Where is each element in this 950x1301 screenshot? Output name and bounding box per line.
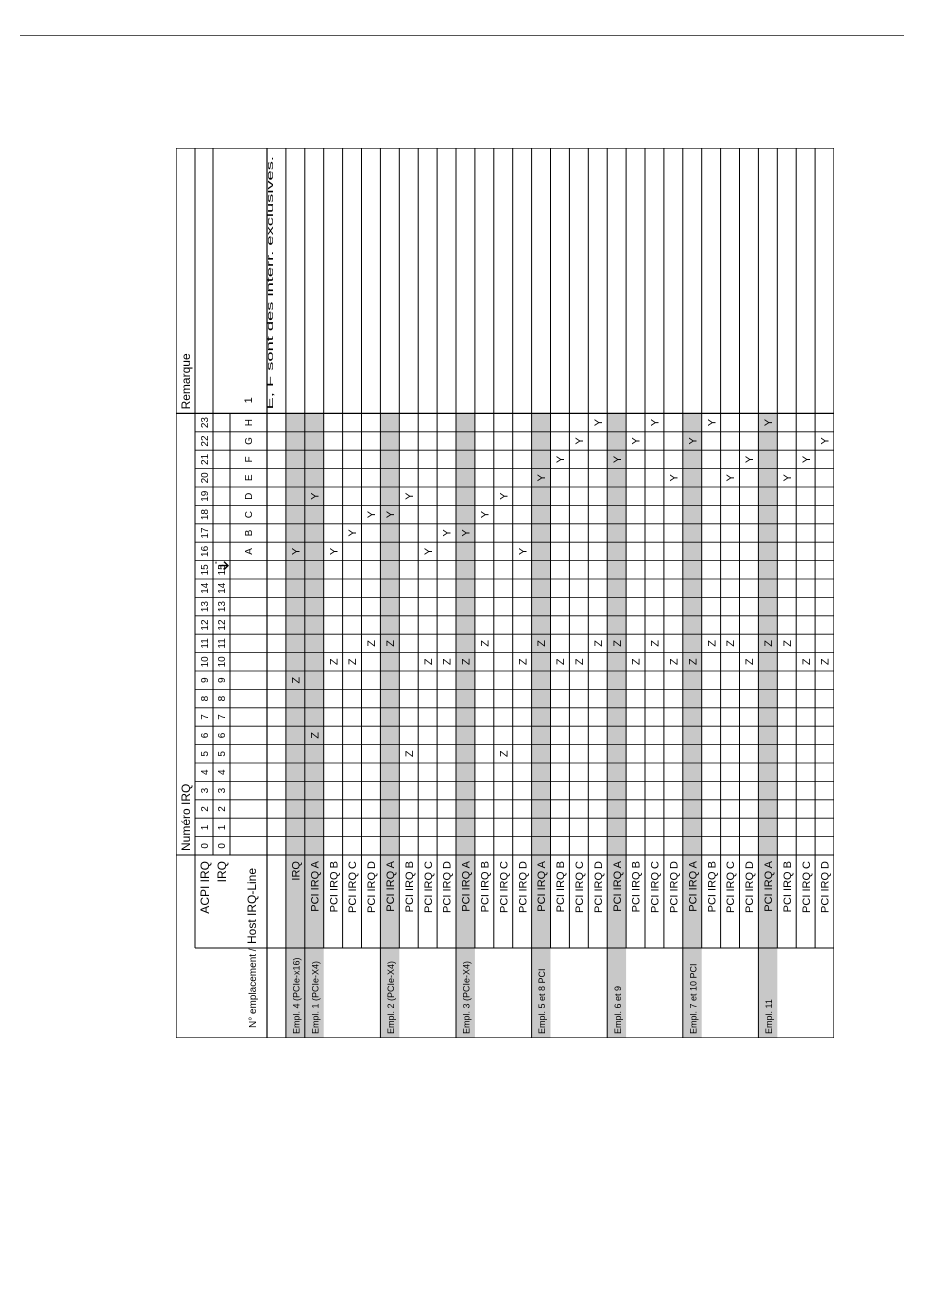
host-line-label: PCI IRQ A xyxy=(611,861,624,912)
host-line-label: PCI IRQ D xyxy=(668,861,681,913)
shaded-row xyxy=(607,413,626,1038)
host-line-label: PCI IRQ B xyxy=(630,861,643,913)
irq-number: 8 xyxy=(217,695,228,702)
irq-number: 1 xyxy=(217,824,228,831)
irq-mark: Z xyxy=(725,640,738,647)
host-line-label: PCI IRQ D xyxy=(517,861,530,913)
host-line-label: PCI IRQ A xyxy=(460,861,473,912)
irq-number: 6 xyxy=(217,732,228,739)
acpi-number: 3 xyxy=(200,787,211,794)
irq-mark: Z xyxy=(441,658,454,666)
host-line-label: PCI IRQ B xyxy=(706,861,719,913)
acpi-number: 7 xyxy=(200,714,211,720)
irq-mark: Z xyxy=(687,658,700,666)
host-line-label: PCI IRQ D xyxy=(441,861,454,913)
irq-mark: Y xyxy=(706,418,719,427)
irq-mark: Y xyxy=(309,492,322,500)
irq-table xyxy=(176,148,834,1038)
acpi-number: 0 xyxy=(200,843,211,849)
irq-mark: Z xyxy=(555,658,568,666)
host-line-label: PCI IRQ A xyxy=(763,861,776,912)
acpi-number: 9 xyxy=(200,677,211,683)
irq-mark: Y xyxy=(574,437,587,445)
irq-mark: Z xyxy=(290,676,303,684)
irq-mark: Y xyxy=(819,437,832,445)
irq-mark: Y xyxy=(781,474,794,482)
pci-letter: H xyxy=(244,418,255,427)
irq-mark: Z xyxy=(706,640,719,647)
acpi-number: 2 xyxy=(200,806,211,812)
irq-mark: Y xyxy=(536,474,549,482)
irq-mark: Y xyxy=(479,510,492,519)
host-line-label: PCI IRQ C xyxy=(800,861,813,913)
irq-number: 12 xyxy=(217,619,228,631)
irq-mark: Y xyxy=(668,474,681,482)
irq-mark: Z xyxy=(385,640,398,647)
acpi-number: 1 xyxy=(200,824,211,831)
host-line-label: PCI IRQ A xyxy=(687,861,700,912)
irq-mark: Y xyxy=(687,437,700,445)
host-line-label: PCI IRQ C xyxy=(498,861,511,913)
irq-number: 13 xyxy=(217,601,228,613)
irq-label: IRQ xyxy=(215,861,229,883)
irq-number: 10 xyxy=(217,656,228,668)
irq-mark: Z xyxy=(328,658,341,666)
irq-mark: Y xyxy=(290,547,303,556)
irq-mark: Z xyxy=(309,732,322,739)
host-line-label: PCI IRQ B xyxy=(555,861,568,913)
irq-mark: Y xyxy=(744,455,757,464)
host-line-label: PCI IRQ B xyxy=(479,861,492,913)
slot-label: Empl. 5 et 8 PCI xyxy=(537,968,548,1034)
irq-mark: Z xyxy=(498,750,511,758)
shaded-row xyxy=(286,413,305,1038)
irq-mark: Z xyxy=(668,658,681,666)
host-line-label: PCI IRQ C xyxy=(422,861,435,913)
slot-label: Empl. 11 xyxy=(764,999,775,1034)
irq-mark: Z xyxy=(347,658,360,666)
shaded-row xyxy=(456,413,475,1038)
host-line-label: PCI IRQ A xyxy=(309,861,322,912)
host-line-label: PCI IRQ C xyxy=(574,861,587,913)
irq-mark: Y xyxy=(460,529,473,537)
irq-mark: Z xyxy=(611,640,624,647)
irq-mark: Y xyxy=(366,510,379,519)
irq-number: 7 xyxy=(217,714,228,720)
host-line-label: PCI IRQ C xyxy=(347,861,360,913)
slot-label: Empl. 6 et 9 xyxy=(612,985,623,1034)
acpi-number: 11 xyxy=(200,638,211,649)
acpi-number: 15 xyxy=(200,564,211,576)
irq-mark: Z xyxy=(479,640,492,647)
pci-letter: C xyxy=(244,510,255,519)
pci-letter: E xyxy=(244,474,255,482)
remark-text: E, F sont des interr. exclusives. xyxy=(265,284,275,410)
irq-number: 9 xyxy=(217,677,228,683)
irq-number: 4 xyxy=(217,769,228,775)
remark-note: 1 xyxy=(243,397,255,404)
pci-letter: B xyxy=(244,529,255,537)
irq-mark: Z xyxy=(800,658,813,666)
host-line-label: PCI IRQ D xyxy=(366,861,379,913)
irq-mark: Z xyxy=(517,658,530,666)
slot-label: Empl. 7 et 10 PCI xyxy=(688,963,699,1034)
host-line-label: PCI IRQ B xyxy=(403,861,416,913)
pci-letter: G xyxy=(244,437,255,445)
irq-mark: Z xyxy=(819,658,832,666)
irq-mark: Y xyxy=(328,547,341,556)
acpi-number: 8 xyxy=(200,695,211,702)
irq-mark: Y xyxy=(630,437,643,445)
irq-mark: Z xyxy=(403,750,416,758)
host-line-label: IRQ xyxy=(290,861,303,881)
slot-number-label: N° emplacement / xyxy=(248,948,259,1028)
numero-irq-label: Numéro IRQ xyxy=(179,783,193,851)
shaded-row xyxy=(758,413,777,1038)
acpi-number: 4 xyxy=(200,769,211,775)
irq-number: 0 xyxy=(217,843,228,849)
slot-label: Empl. 3 (PCIe-X4) xyxy=(461,960,472,1034)
acpi-number: 16 xyxy=(200,545,211,557)
acpi-number: 14 xyxy=(200,582,211,594)
irq-mark: Y xyxy=(592,418,605,427)
irq-mark: Y xyxy=(403,492,416,500)
irq-mark: Z xyxy=(630,658,643,666)
host-line-label: PCI IRQ C xyxy=(725,861,738,913)
irq-mark: Y xyxy=(763,418,776,427)
irq-mark: Y xyxy=(441,529,454,537)
shaded-row xyxy=(683,413,702,1038)
irq-mark: Z xyxy=(763,640,776,647)
host-line-label: PCI IRQ B xyxy=(328,861,341,913)
irq-mark: Y xyxy=(649,418,662,427)
host-irq-line-label: Host IRQ-Line xyxy=(245,867,259,944)
irq-mark: Y xyxy=(611,455,624,464)
irq-mark: Y xyxy=(800,455,813,464)
rotated-irq-table-page xyxy=(176,148,834,1038)
irq-mark: Y xyxy=(347,529,360,537)
slot-label: Empl. 2 (PCIe-X4) xyxy=(386,960,397,1034)
acpi-number: 22 xyxy=(200,435,211,447)
irq-mark: Z xyxy=(460,658,473,666)
irq-number: 15 xyxy=(217,564,228,576)
irq-mark: Z xyxy=(592,640,605,647)
acpi-number: 12 xyxy=(200,619,211,631)
irq-mark: Z xyxy=(744,658,757,666)
acpi-irq-label: ACPI IRQ xyxy=(198,861,212,914)
host-line-label: PCI IRQ B xyxy=(781,861,794,913)
acpi-number: 19 xyxy=(200,490,211,502)
irq-mark: Y xyxy=(422,547,435,556)
pci-letter: D xyxy=(244,492,255,500)
irq-mark: Z xyxy=(781,640,794,647)
host-line-label: PCI IRQ D xyxy=(744,861,757,913)
irq-number: 5 xyxy=(217,751,228,757)
shaded-row xyxy=(532,413,551,1038)
irq-mark: Z xyxy=(366,640,379,647)
acpi-number: 21 xyxy=(200,453,211,465)
host-line-label: PCI IRQ A xyxy=(536,861,549,912)
acpi-number: 20 xyxy=(200,472,211,484)
irq-mark: Z xyxy=(574,658,587,666)
host-line-label: PCI IRQ A xyxy=(385,861,398,912)
irq-mark: Z xyxy=(536,640,549,647)
irq-mark: Y xyxy=(725,474,738,482)
irq-number: 2 xyxy=(217,806,228,812)
irq-number: 3 xyxy=(217,787,228,794)
irq-mark: Y xyxy=(517,547,530,556)
acpi-number: 5 xyxy=(200,751,211,757)
host-line-label: PCI IRQ C xyxy=(649,861,662,913)
acpi-number: 17 xyxy=(200,527,211,539)
irq-mark: Y xyxy=(385,510,398,519)
host-line-label: PCI IRQ D xyxy=(592,861,605,913)
acpi-number: 23 xyxy=(200,417,211,429)
shaded-row xyxy=(380,413,399,1038)
acpi-number: 6 xyxy=(200,732,211,739)
irq-number: 11 xyxy=(217,638,228,649)
pci-letter: A xyxy=(244,548,255,555)
pci-letter: F xyxy=(244,456,255,463)
acpi-number: 10 xyxy=(200,656,211,668)
irq-mark: Z xyxy=(422,658,435,666)
shaded-row xyxy=(305,413,324,1038)
acpi-number: 18 xyxy=(200,509,211,521)
top-rule xyxy=(20,35,904,36)
slot-label: Empl. 4 (PCIe-x16) xyxy=(291,957,302,1034)
irq-mark: Z xyxy=(649,640,662,647)
irq-number: 14 xyxy=(217,582,228,594)
acpi-number: 13 xyxy=(200,601,211,613)
remarque-label: Remarque xyxy=(179,353,193,410)
host-line-label: PCI IRQ D xyxy=(819,861,832,913)
irq-mark: Y xyxy=(498,492,511,500)
slot-label: Empl. 1 (PCIe-X4) xyxy=(310,960,321,1034)
irq-mark: Y xyxy=(555,455,568,464)
